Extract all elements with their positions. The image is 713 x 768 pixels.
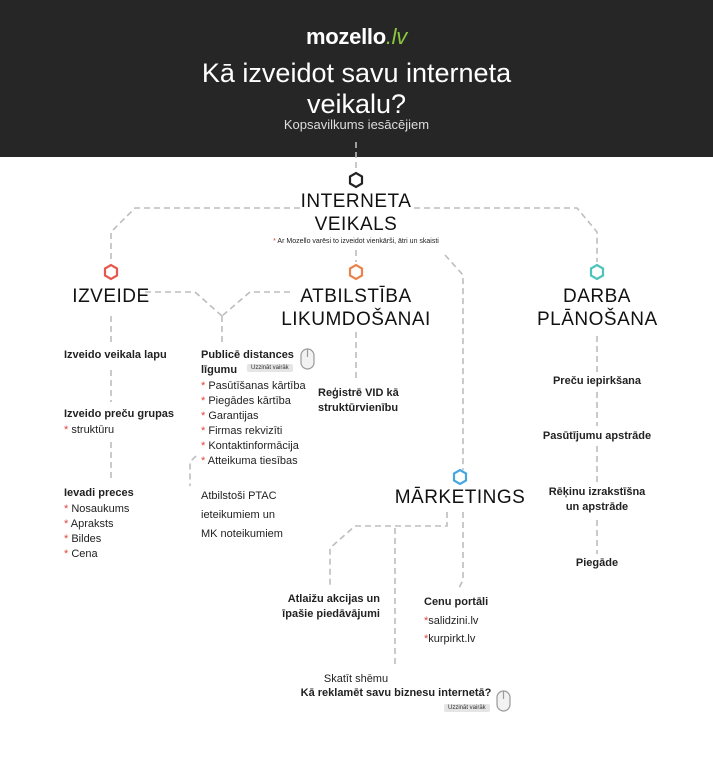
atbilstiba-hexagon-icon [350, 265, 362, 279]
darba-title-line-2: PLĀNOŠANA [537, 309, 658, 330]
darba-step-4: Piegāde [575, 557, 619, 569]
marketings-hexagon-icon [454, 470, 466, 484]
darba-title-line-1: DARBA [563, 286, 631, 307]
price-portals-title: Cenu portāli [424, 596, 489, 608]
marketing-actions: Atlaižu akcijas un īpašie piedāvājumi [282, 593, 380, 620]
vid-registration: Reģistrē VID kā struktūrvienību [318, 387, 399, 414]
root-hexagon-icon [350, 173, 362, 187]
scheme-learn-more-button[interactable]: Uzzināt vairāk [444, 704, 490, 712]
darba-step-1: Preču iepirkšana [552, 375, 642, 387]
mouse-icon [301, 349, 314, 369]
list-item: * Garantijas [201, 410, 259, 422]
izveide-step-2-title: Izveido preču grupas [64, 408, 175, 420]
root-note-text: Ar Mozello varēsi to izveidot vienkārši, ātri un skaisti [275, 238, 439, 245]
list-item: * Piegādes kārtība [201, 395, 291, 407]
list-item: * Nosaukums [64, 503, 130, 515]
izveide-step-1: Izveido veikala lapu [64, 349, 167, 361]
atbilstiba-title-line-1: ATBILSTĪBA [300, 286, 412, 307]
root-note-star: * [273, 238, 276, 245]
ptac-note: Atbilstoši PTAC ieteikumiem un MK noteikumiem [201, 490, 283, 540]
root-note [220, 238, 492, 245]
distance-contract-list [201, 379, 306, 469]
list-item: *kurpirkt.lv [424, 633, 476, 645]
distance-contract-title [201, 348, 294, 378]
darba-step-3: Rēķinu izrakstīšna un apstrāde [548, 486, 646, 513]
logo-tld: .lv [385, 24, 407, 49]
darba-title [537, 285, 657, 331]
root-node-title [256, 190, 456, 236]
title-line-1: Kā izveidot savu interneta [201, 58, 512, 88]
list-item: * Bildes [64, 533, 102, 545]
izveide-step-3-title: Ievadi preces [64, 487, 134, 499]
izveide-title: IZVEIDE [72, 286, 150, 307]
scheme-link[interactable]: Kā reklamēt savu biznesu internetā? [300, 687, 492, 699]
distance-title-line-2: līgumu [201, 364, 238, 376]
root-title-line-2: VEIKALS [314, 214, 398, 235]
list-item: * Atteikuma tiesības [201, 455, 298, 467]
darba-hexagon-icon [591, 265, 603, 279]
list-item: *salidzini.lv [424, 615, 479, 627]
title-line-2: veikalu? [306, 89, 407, 119]
distance-title-line-1: Publicē distances [201, 349, 294, 361]
scheme-link-intro: Skatīt shēmu [323, 673, 389, 685]
izveide-step-3-list [64, 502, 129, 562]
list-item: * Kontaktinformācija [201, 440, 299, 452]
list-item: * Apraksts [64, 518, 114, 530]
logo-text: mozello [306, 24, 386, 49]
atbilstiba-title-line-2: LIKUMDOŠANAI [281, 309, 431, 330]
list-item: * Cena [64, 548, 98, 560]
price-portals-list [424, 612, 478, 648]
page-subtitle: Kopsavilkums iesācējiem [283, 117, 430, 132]
darba-step-2: Pasūtījumu apstrāde [542, 430, 652, 442]
distance-learn-more-button[interactable]: Uzzināt vairāk [247, 364, 293, 372]
izveide-hexagon-icon [105, 265, 117, 279]
list-item: * Firmas rekvizīti [201, 425, 283, 437]
list-item: * Pasūtīšanas kārtība [201, 380, 306, 392]
atbilstiba-title [276, 285, 436, 331]
root-title-line-1: INTERNETA [300, 191, 412, 212]
marketings-title: MĀRKETINGS [394, 487, 526, 508]
izveide-step-2-item: * struktūru [64, 424, 115, 436]
